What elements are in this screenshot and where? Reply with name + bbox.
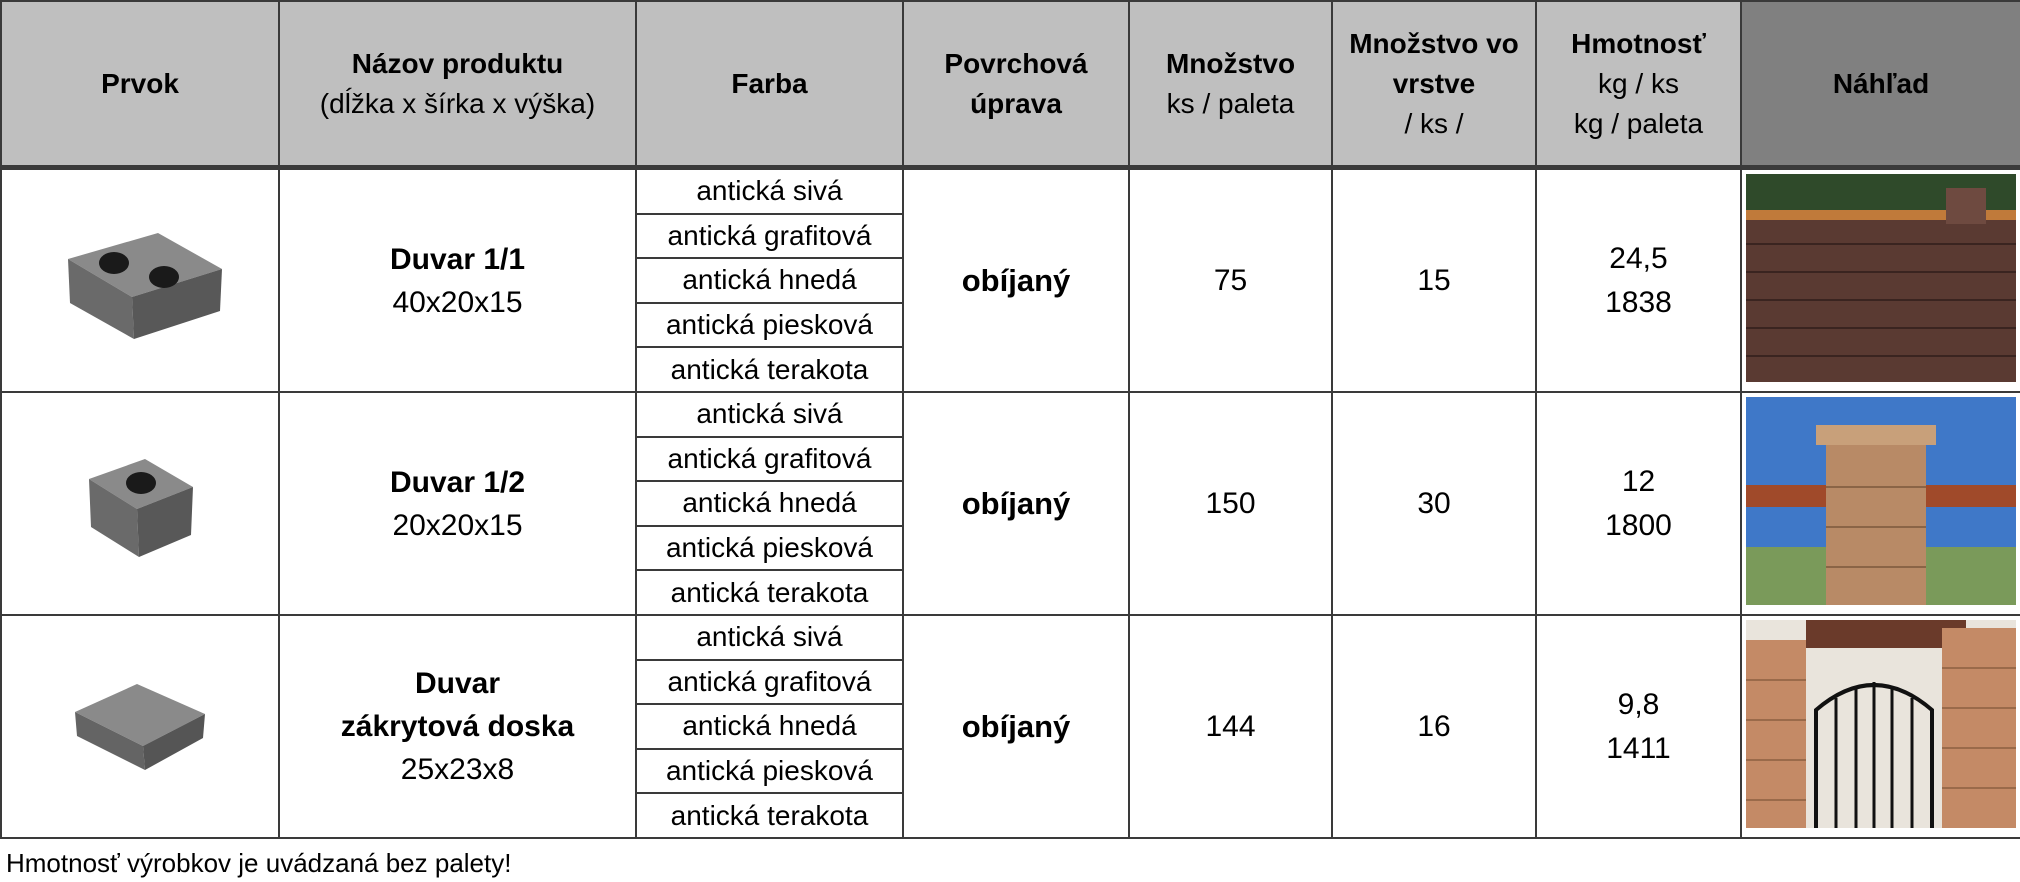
qty-pallet-cell: 150 (1129, 392, 1332, 615)
header-farba (636, 1, 903, 168)
gate-photo (1746, 620, 2016, 828)
color-item: antická piesková (637, 304, 902, 349)
cap-slab-icon (65, 662, 215, 792)
color-item: antická grafitová (637, 661, 902, 706)
header-prvok (1, 1, 279, 168)
color-item: antická hnedá (637, 705, 902, 750)
weight-pallet: 1411 (1606, 731, 1671, 765)
product-name: Duvar 1/1 (389, 242, 526, 276)
thumb-cell (1, 168, 279, 393)
header-nazov-label: Názov produktu (351, 47, 564, 79)
header-mnozstvo-label: Množstvo (1165, 47, 1296, 79)
header-hmotnost-sub1: kg / ks (1598, 67, 1679, 99)
color-item: antická grafitová (637, 215, 902, 260)
thumb-cell (1, 615, 279, 838)
header-nahlad-label: Náhľad (1832, 67, 1930, 99)
color-cell (636, 392, 903, 615)
color-item: antická grafitová (637, 438, 902, 483)
color-item: antická hnedá (637, 482, 902, 527)
product-name-cell (279, 392, 636, 615)
color-item: antická sivá (637, 393, 902, 438)
header-nazov-sub: (dĺžka x šírka x výška) (319, 87, 596, 119)
table-row (1, 392, 2020, 615)
finish-cell: obíjaný (903, 168, 1129, 393)
header-povrch (903, 1, 1129, 168)
color-cell (636, 168, 903, 393)
product-name: Duvar 1/2 (389, 465, 526, 499)
preview-cell (1741, 615, 2020, 838)
header-farba-label: Farba (731, 67, 808, 99)
color-item: antická terakota (670, 576, 869, 608)
qty-pallet-cell: 75 (1129, 168, 1332, 393)
qty-pallet-cell: 144 (1129, 615, 1332, 838)
color-item: antická piesková (637, 750, 902, 795)
color-item: antická sivá (637, 616, 902, 661)
header-povrch-line2: úprava (970, 87, 1062, 119)
header-nazov (279, 1, 636, 168)
thumb-cell (1, 392, 279, 615)
weight-cell (1536, 168, 1741, 393)
header-vrstva (1332, 1, 1536, 168)
weight-piece: 12 (1621, 464, 1656, 498)
header-hmotnost-label: Hmotnosť (1571, 27, 1706, 59)
header-prvok-label: Prvok (101, 67, 179, 99)
finish-cell: obíjaný (903, 392, 1129, 615)
header-vrstva-line1: Množstvo vo (1349, 27, 1519, 59)
color-item: antická piesková (637, 527, 902, 572)
weight-piece: 24,5 (1609, 241, 1668, 275)
color-item: antická hnedá (637, 259, 902, 304)
color-item: antická sivá (637, 170, 902, 215)
brick-wall-photo (1746, 174, 2016, 382)
header-nahlad (1741, 1, 2020, 168)
product-dims: 25x23x8 (400, 753, 515, 786)
footnote: Hmotnosť výrobkov je uvádzaná bez palety! (6, 848, 512, 878)
block-half-icon (75, 439, 205, 569)
preview-cell (1741, 392, 2020, 615)
weight-cell (1536, 615, 1741, 838)
header-vrstva-line2: vrstve (1392, 67, 1476, 99)
qty-layer-cell: 15 (1332, 168, 1536, 393)
block-full-icon (50, 211, 230, 351)
finish-cell: obíjaný (903, 615, 1129, 838)
product-name-cell (279, 168, 636, 393)
weight-piece: 9,8 (1617, 687, 1660, 721)
header-hmotnost-sub2: kg / paleta (1573, 107, 1704, 139)
product-dims: 40x20x15 (392, 285, 523, 319)
weight-pallet: 1838 (1605, 285, 1672, 319)
header-row (1, 1, 2020, 168)
table-row (1, 615, 2020, 838)
preview-cell (1741, 168, 2020, 393)
product-dims: 20x20x15 (392, 508, 523, 542)
header-mnozstvo-sub: ks / paleta (1166, 87, 1295, 119)
qty-layer-cell: 16 (1332, 615, 1536, 838)
header-povrch-line1: Povrchová (944, 47, 1088, 79)
weight-cell (1536, 392, 1741, 615)
color-item: antická terakota (670, 353, 869, 385)
weight-pallet: 1800 (1605, 508, 1672, 542)
color-item: antická terakota (670, 799, 869, 831)
color-cell (636, 615, 903, 838)
product-name: Duvar (414, 667, 501, 700)
pillar-photo (1746, 397, 2016, 605)
table-row (1, 168, 2020, 393)
product-name-line2: zákrytová doska (340, 710, 575, 743)
product-name-cell (279, 615, 636, 838)
header-mnozstvo (1129, 1, 1332, 168)
qty-layer-cell: 30 (1332, 392, 1536, 615)
header-hmotnost (1536, 1, 1741, 168)
header-vrstva-line3: / ks / (1404, 107, 1464, 139)
